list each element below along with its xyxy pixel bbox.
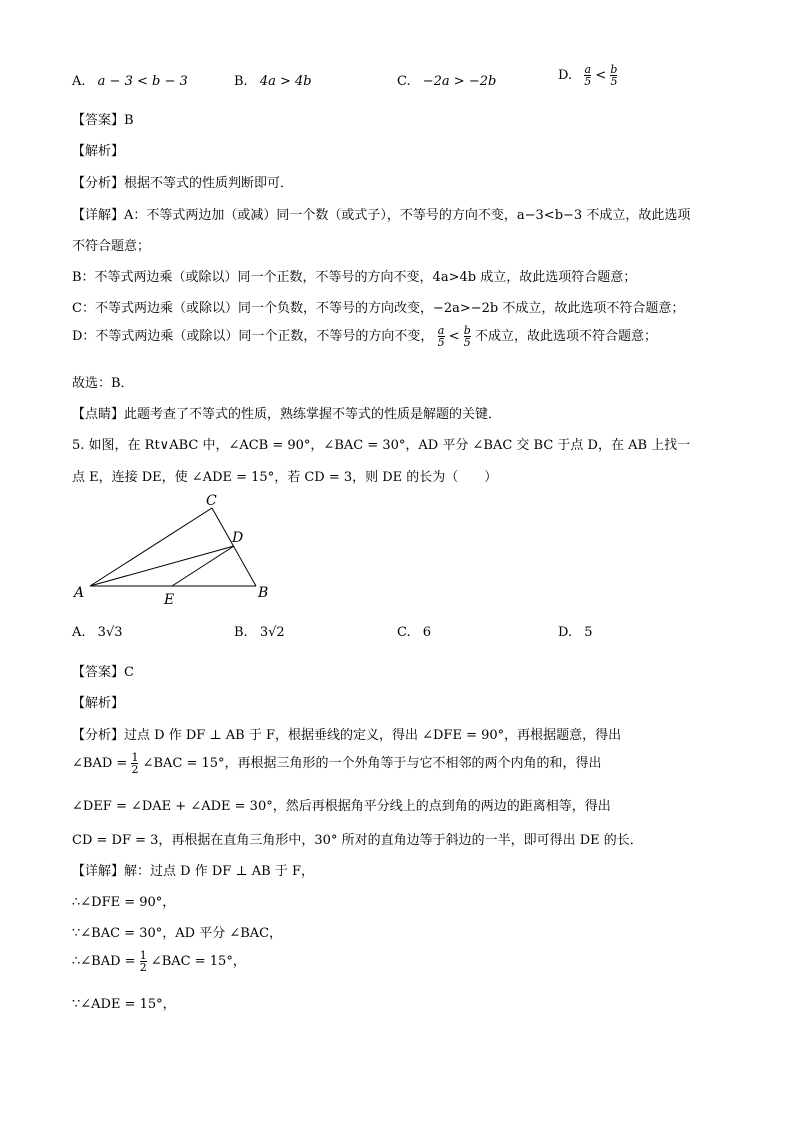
segment-ad <box>90 546 234 586</box>
relation: < <box>448 329 460 344</box>
q5-detail-line1: 【详解】解：过点 D 作 DF ⊥ AB 于 F， <box>72 864 314 879</box>
q5-fenxi-line2 <box>72 752 602 775</box>
q4-option-d <box>558 64 617 87</box>
option-expr: 4a > 4b <box>259 74 312 89</box>
vertex-label-d: D <box>232 530 244 546</box>
denominator: 2 <box>139 961 147 974</box>
option-value: 6 <box>422 625 432 640</box>
option-label: C. <box>397 74 411 89</box>
q5-fenxi-line4: CD = DF = 3，再根据在直角三角形中，30° 所对的直角边等于斜边的一半，即可得出 DE 的长． <box>72 833 643 848</box>
q5-detail-line2: ∴∠DFE = 90°， <box>72 895 176 910</box>
q5-fenxi-line1: 【分析】过点 D 作 DF ⊥ AB 于 F，根据垂线的定义，得出 ∠DFE = 90°，再根据题意，得出 <box>72 728 622 743</box>
option-label: B. <box>234 74 248 89</box>
option-label: A. <box>72 74 86 89</box>
option-label: C. <box>397 625 411 640</box>
q5-fenxi-line3: ∠DEF = ∠DAE + ∠ADE = 30°，然后再根据角平分线上的点到角的两边的距离相等，得出 <box>72 799 611 814</box>
vertex-label-c: C <box>206 493 217 509</box>
math-text: ∠BAD = <box>72 756 128 771</box>
q5-stem-line2: 点 E，连接 DE，使 ∠ADE = 15°，若 CD = 3，则 DE 的长为（ ） <box>72 470 498 485</box>
fraction <box>438 325 445 348</box>
denominator: 2 <box>131 763 139 776</box>
q5-analysis-heading: 【解析】 <box>72 696 125 711</box>
numerator: a <box>437 324 445 337</box>
numerator: b <box>463 324 471 337</box>
q4-detail-b: B：不等式两边乘（或除以）同一个正数，不等号的方向不变，4a>4b 成立，故此选项符合题意； <box>72 270 637 285</box>
fraction-half <box>140 950 147 973</box>
q5-option-c <box>397 625 431 640</box>
detail-d-text: 不成立，故此选项不符合题意； <box>474 329 657 344</box>
q4-fenxi: 【分析】根据不等式的性质判断即可． <box>72 176 294 191</box>
option-value: 5 <box>584 625 593 640</box>
fraction <box>610 64 617 87</box>
q5-stem-line1: 5. 如图，在 Rt∨ABC 中，∠ACB = 90°，∠BAC = 30°，AD 平分 ∠BAC 交 BC 于点 D，在 AB 上找一 <box>72 438 691 453</box>
numerator: 1 <box>131 751 139 764</box>
vertex-label-a: A <box>74 585 85 601</box>
fraction <box>584 64 591 87</box>
q4-dianjing: 【点睛】此题考查了不等式的性质，熟练掌握不等式的性质是解题的关键． <box>72 407 502 422</box>
vertex-label-e: E <box>164 592 175 608</box>
vertex-label-b: B <box>258 585 269 601</box>
denominator: 5 <box>610 75 618 88</box>
fraction-half <box>131 752 138 775</box>
option-label: A. <box>72 625 86 640</box>
segment-de <box>172 546 234 586</box>
option-label: B. <box>234 625 248 640</box>
denominator: 5 <box>584 75 592 88</box>
q4-option-c <box>397 74 496 89</box>
q4-detail-a-line1: 【详解】A：不等式两边加（或减）同一个数（或式子），不等号的方向不变，a−3<b−3 不成立，故此选项 <box>72 208 691 223</box>
q4-analysis-heading: 【解析】 <box>72 144 125 159</box>
segment-ac <box>90 508 212 586</box>
math-text: ∠BAC = 15°， <box>150 954 246 969</box>
q4-detail-d <box>72 325 657 348</box>
q5-option-b <box>234 625 285 640</box>
q5-answer: 【答案】C <box>72 665 134 680</box>
q4-choice: 故选：B． <box>72 376 134 391</box>
segment-cb <box>212 508 256 586</box>
triangle-figure <box>70 490 290 608</box>
option-value: 3√3 <box>97 625 123 640</box>
detail-d-text: D：不等式两边乘（或除以）同一个正数，不等号的方向不变， <box>72 329 434 344</box>
option-expr: −2a > −2b <box>422 74 497 89</box>
numerator: 1 <box>139 949 147 962</box>
option-expr: a − 3 < b − 3 <box>97 74 188 89</box>
q4-answer: 【答案】B <box>72 113 134 128</box>
math-text: ∴∠BAD = <box>72 954 136 969</box>
denominator: 5 <box>463 336 471 349</box>
q5-option-d <box>558 625 593 640</box>
denominator: 5 <box>437 336 445 349</box>
q5-detail-line3: ∵∠BAC = 30°，AD 平分 ∠BAC， <box>72 926 283 941</box>
q4-option-b <box>234 74 312 89</box>
numerator: b <box>610 63 618 76</box>
fraction <box>464 325 471 348</box>
relation: < <box>595 68 607 83</box>
numerator: a <box>584 63 592 76</box>
option-label: D. <box>558 625 573 640</box>
option-label: D. <box>558 68 573 83</box>
math-text: ∠BAC = 15°，再根据三角形的一个外角等于与它不相邻的两个内角的和，得出 <box>142 756 602 771</box>
q4-option-a <box>72 74 188 89</box>
option-value: 3√2 <box>259 625 285 640</box>
q5-detail-line4 <box>72 950 246 973</box>
q5-option-a <box>72 625 123 640</box>
q4-detail-a-line2: 不符合题意； <box>72 239 151 254</box>
q4-detail-c: C：不等式两边乘（或除以）同一个负数，不等号的方向改变，−2a>−2b 不成立，故此选项不符合题意； <box>72 301 685 316</box>
q5-detail-line5: ∵∠ADE = 15°， <box>72 997 176 1012</box>
